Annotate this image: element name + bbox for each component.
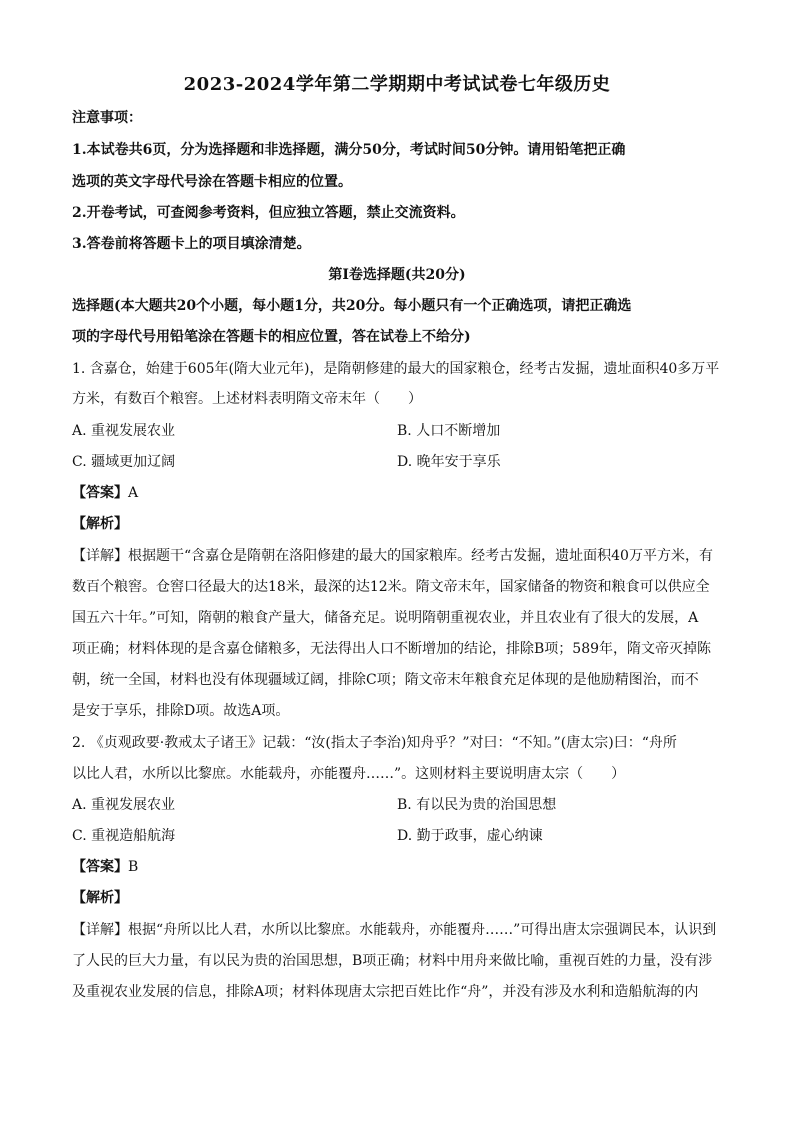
notice-item: 3.答卷前将答题卡上的项目填涂清楚。 bbox=[72, 236, 311, 252]
analysis-label: 【解析】 bbox=[72, 516, 128, 532]
detail-line: 朝，统一全国，材料也没有体现疆域辽阔，排除C项；隋文帝末年粮食充足体现的是他励精图治，而不 bbox=[72, 672, 699, 688]
notice-item: 1.本试卷共6页，分为选择题和非选择题，满分50分，考试时间50分钟。请用铅笔把正确 bbox=[72, 142, 626, 158]
detail-line: 及重视农业发展的信息，排除A项；材料体现唐太宗把百姓比作“舟”，并没有涉及水利和造船航海的内 bbox=[72, 984, 699, 1000]
answer-line bbox=[72, 857, 726, 877]
option-a: A. 重视发展农业 bbox=[72, 423, 176, 439]
option-b: B. 人口不断增加 bbox=[397, 423, 501, 439]
section-instructions: 选择题(本大题共20个小题，每小题1分，共20分。每小题只有一个正确选项，请把正确选 bbox=[72, 298, 632, 314]
option-d: D. 勤于政事，虚心纳谏 bbox=[397, 828, 543, 844]
option-a: A. 重视发展农业 bbox=[72, 797, 176, 813]
answer-value: B bbox=[128, 859, 139, 875]
question-stem: 以比人君，水所以比黎庶。水能载舟，亦能覆舟……”。这则材料主要说明唐太宗（ ） bbox=[72, 766, 626, 782]
answer-label: 【答案】 bbox=[72, 485, 128, 501]
option-d: D. 晚年安于享乐 bbox=[397, 454, 501, 470]
detail-line: 【详解】根据“舟所以比人君，水所以比黎庶。水能载舟，亦能覆舟……”可得出唐太宗强调民本，认识到 bbox=[72, 922, 717, 938]
detail-line: 是安于享乐，排除D项。故选A项。 bbox=[72, 703, 290, 719]
option-b: B. 有以民为贵的治国思想 bbox=[397, 797, 557, 813]
page-title: 2023-2024学年第二学期期中考试试卷七年级历史 bbox=[183, 74, 611, 95]
detail-line: 国五六十年。”可知，隋朝的粮食产量大，储备充足。说明隋朝重视农业，并且农业有了很大的发展，A bbox=[72, 610, 699, 626]
option-c: C. 重视造船航海 bbox=[72, 828, 176, 844]
section-title: 第Ⅰ卷选择题(共20分) bbox=[328, 267, 466, 283]
question-stem: 1. 含嘉仓，始建于605年(隋大业元年)，是隋朝修建的最大的国家粮仓，经考古发掘，遗址面积40多万平 bbox=[72, 361, 720, 377]
option-c: C. 疆域更加辽阔 bbox=[72, 454, 176, 470]
detail-line: 数百个粮窖。仓窖口径最大的达18米，最深的达12米。隋文帝末年，国家储备的物资和粮食可以供应全 bbox=[72, 579, 710, 595]
detail-line: 【详解】根据题干“含嘉仓是隋朝在洛阳修建的最大的国家粮库。经考古发掘，遗址面积40万平方米，有 bbox=[72, 548, 713, 564]
section-instructions: 项的字母代号用铅笔涂在答题卡的相应位置，答在试卷上不给分) bbox=[72, 329, 471, 345]
question-stem: 方米，有数百个粮窖。上述材料表明隋文帝末年（ ） bbox=[72, 391, 422, 407]
answer-value: A bbox=[128, 485, 139, 501]
detail-line: 项正确；材料体现的是含嘉仓储粮多，无法得出人口不断增加的结论，排除B项；589年，隋文帝灭掉陈 bbox=[72, 641, 712, 657]
detail-line: 了人民的巨大力量，有以民为贵的治国思想，B项正确；材料中用舟来做比喻，重视百姓的力量，没有涉 bbox=[72, 953, 713, 969]
notice-heading: 注意事项： bbox=[72, 110, 142, 126]
answer-label: 【答案】 bbox=[72, 859, 128, 875]
notice-item: 2.开卷考试，可查阅参考资料，但应独立答题，禁止交流资料。 bbox=[72, 205, 465, 221]
question-stem: 2. 《贞观政要·教戒太子诸王》记载：“汝(指太子李治)知舟乎？”对曰：“不知。”(唐太宗)曰：“舟所 bbox=[72, 735, 677, 751]
answer-line bbox=[72, 483, 726, 503]
analysis-label: 【解析】 bbox=[72, 890, 128, 906]
notice-item: 选项的英文字母代号涂在答题卡相应的位置。 bbox=[72, 174, 352, 190]
